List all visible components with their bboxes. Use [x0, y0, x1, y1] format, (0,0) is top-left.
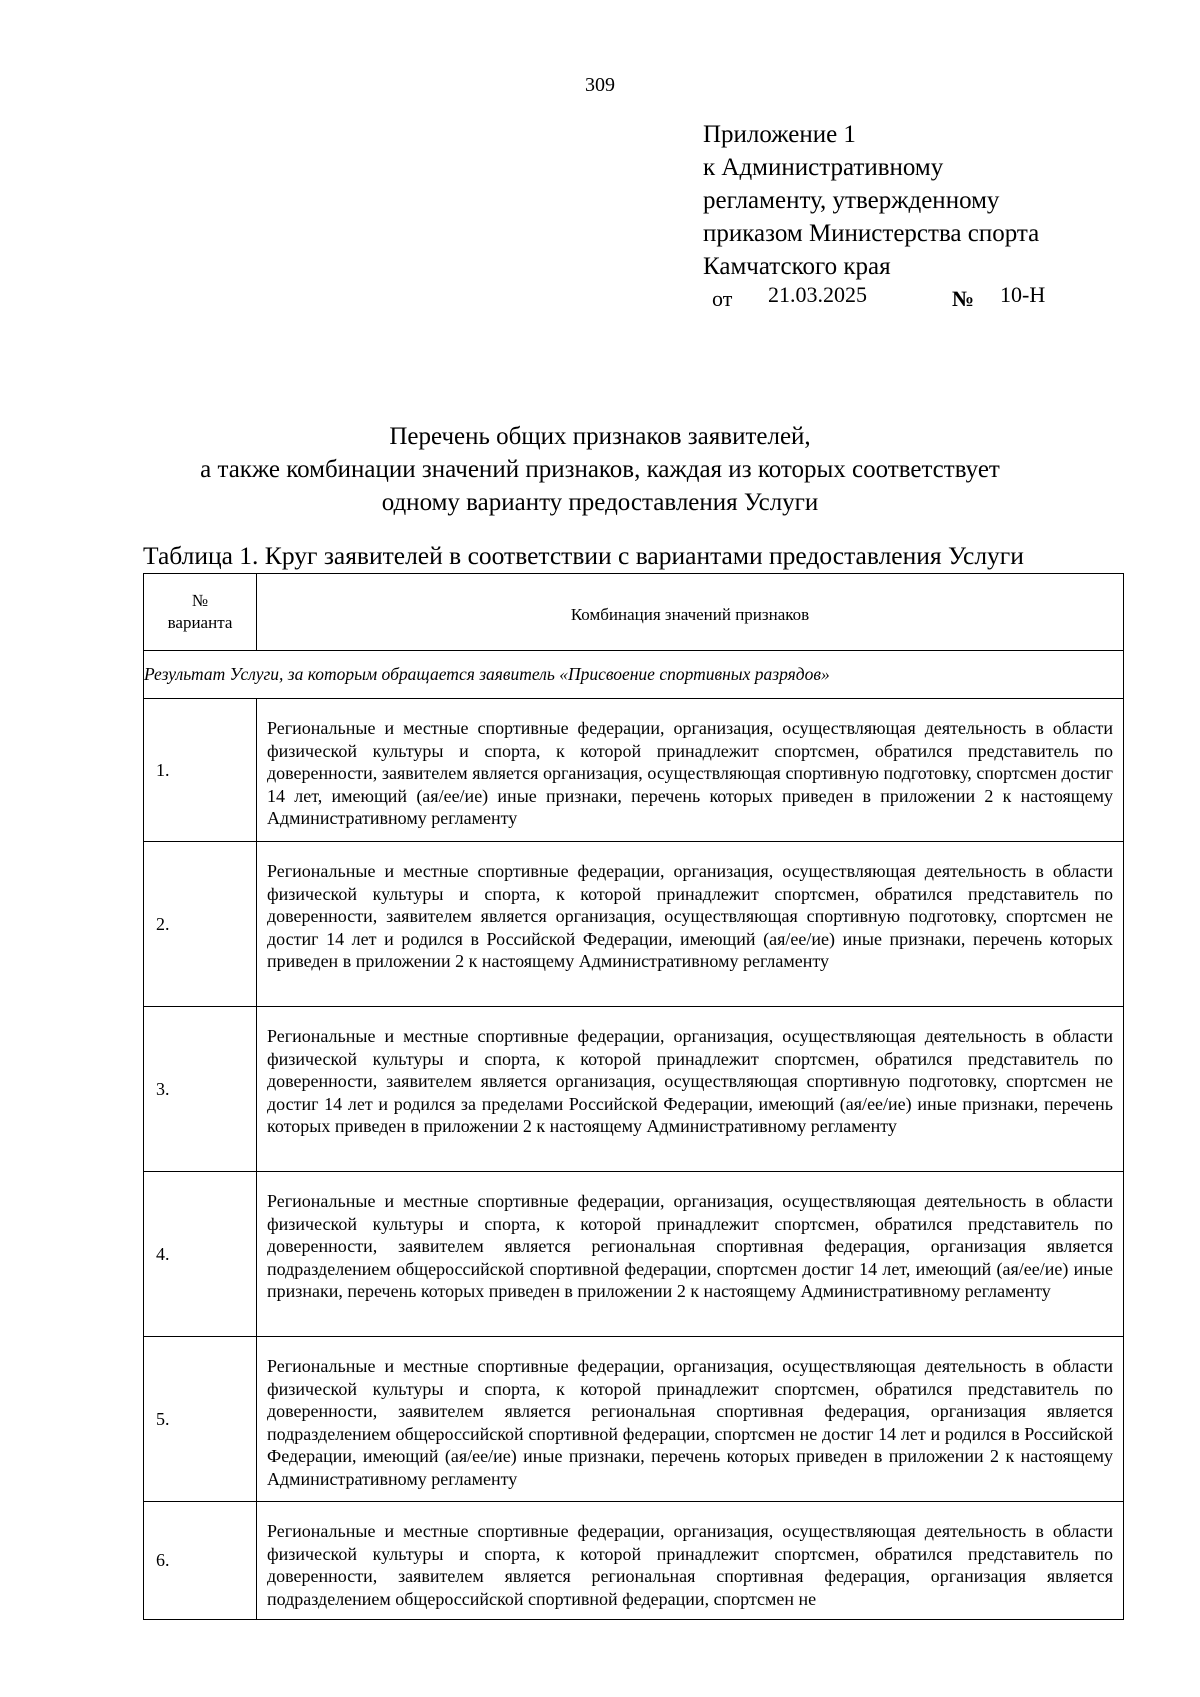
appendix-block: [703, 118, 1039, 283]
page-number: 309: [585, 74, 615, 96]
variant-number: 1.: [144, 699, 257, 842]
header-num-sign: №: [191, 591, 209, 610]
document-title: [0, 420, 1200, 519]
title-line: Перечень общих признаков заявителей,: [389, 423, 811, 450]
header-combination: Комбинация значений признаков: [257, 574, 1124, 651]
variant-text: Региональные и местные спортивные федерации, организация, осуществляющая деятельность в области физической культуры и спорта, к которой принадлежит спортсмен, обратился представитель по доверенности, заявителем является организация, осуществляющая спортивную подготовку, спортсмен не достиг 14 лет и родился за пределами Российской Федерации, имеющий (ая/ее/ие) иные признаки, перечень которых приведен в приложении 2 к настоящему Административному регламенту: [257, 1007, 1124, 1172]
table-row: [144, 1337, 1124, 1502]
appendix-line: Камчатского края: [703, 253, 891, 280]
variant-text: Региональные и местные спортивные федерации, организация, осуществляющая деятельность в области физической культуры и спорта, к которой принадлежит спортсмен, обратился представитель по доверенности, заявителем является региональная спортивная федерация, организация является подразделением общероссийской спортивной федерации, спортсмен достиг 14 лет, имеющий (ая/ее/ие) иные признаки, перечень которых приведен в приложении 2 к настоящему Административному регламенту: [257, 1172, 1124, 1337]
table-row: [144, 842, 1124, 1007]
table-row: [144, 1502, 1124, 1620]
variant-text: Региональные и местные спортивные федерации, организация, осуществляющая деятельность в области физической культуры и спорта, к которой принадлежит спортсмен, обратился представитель по доверенности, заявителем является организация, осуществляющая спортивную подготовку, спортсмен не достиг 14 лет и родился в Российской Федерации, имеющий (ая/ее/ие) иные признаки, перечень которых приведен в приложении 2 к настоящему Административному регламенту: [257, 842, 1124, 1007]
applicants-table: [143, 573, 1124, 1620]
variant-number: 3.: [144, 1007, 257, 1172]
title-line: одному варианту предоставления Услуги: [381, 489, 819, 516]
section-label: Результат Услуги, за которым обращается заявитель «Присвоение спортивных разрядов»: [144, 651, 1124, 699]
order-date: 21.03.2025: [768, 282, 867, 307]
title-line: а также комбинации значений признаков, каждая из которых соответствует: [200, 456, 1000, 483]
appendix-line: к Административному: [703, 154, 944, 181]
table-row: [144, 1007, 1124, 1172]
order-number: 10-Н: [1000, 282, 1046, 307]
appendix-line: регламенту, утвержденному: [703, 187, 1000, 214]
appendix-line: приказом Министерства спорта: [703, 220, 1040, 247]
order-number-sign: №: [952, 286, 975, 311]
table-row: [144, 699, 1124, 842]
variant-text: Региональные и местные спортивные федерации, организация, осуществляющая деятельность в области физической культуры и спорта, к которой принадлежит спортсмен, обратился представитель по доверенности, заявителем является организация, осуществляющая спортивную подготовку, спортсмен достиг 14 лет, имеющий (ая/ее/ие) иные признаки, перечень которых приведен в приложении 2 к настоящему Административному регламенту: [257, 699, 1124, 842]
variant-text: Региональные и местные спортивные федерации, организация, осуществляющая деятельность в области физической культуры и спорта, к которой принадлежит спортсмен, обратился представитель по доверенности, заявителем является региональная спортивная федерация, организация является подразделением общероссийской спортивной федерации, спортсмен не достиг 14 лет и родился в Российской Федерации, имеющий (ая/ее/ие) иные признаки, перечень которых приведен в приложении 2 к настоящему Административному регламенту: [257, 1337, 1124, 1502]
variant-number: 5.: [144, 1337, 257, 1502]
table-header-row: [144, 574, 1124, 651]
variant-number: 2.: [144, 842, 257, 1007]
order-from-label: от: [712, 286, 733, 311]
variant-text: Региональные и местные спортивные федерации, организация, осуществляющая деятельность в области физической культуры и спорта, к которой принадлежит спортсмен, обратился представитель по доверенности, заявителем является региональная спортивная федерация, организация является подразделением общероссийской спортивной федерации, спортсмен не: [257, 1502, 1124, 1620]
variant-number: 6.: [144, 1502, 257, 1620]
header-variant-number: [144, 574, 257, 651]
table-caption: Таблица 1. Круг заявителей в соответствии с вариантами предоставления Услуги: [143, 541, 1024, 570]
section-row: [144, 651, 1124, 699]
table-row: [144, 1172, 1124, 1337]
header-variant-label: варианта: [167, 613, 233, 632]
appendix-line: Приложение 1: [703, 121, 856, 148]
variant-number: 4.: [144, 1172, 257, 1337]
